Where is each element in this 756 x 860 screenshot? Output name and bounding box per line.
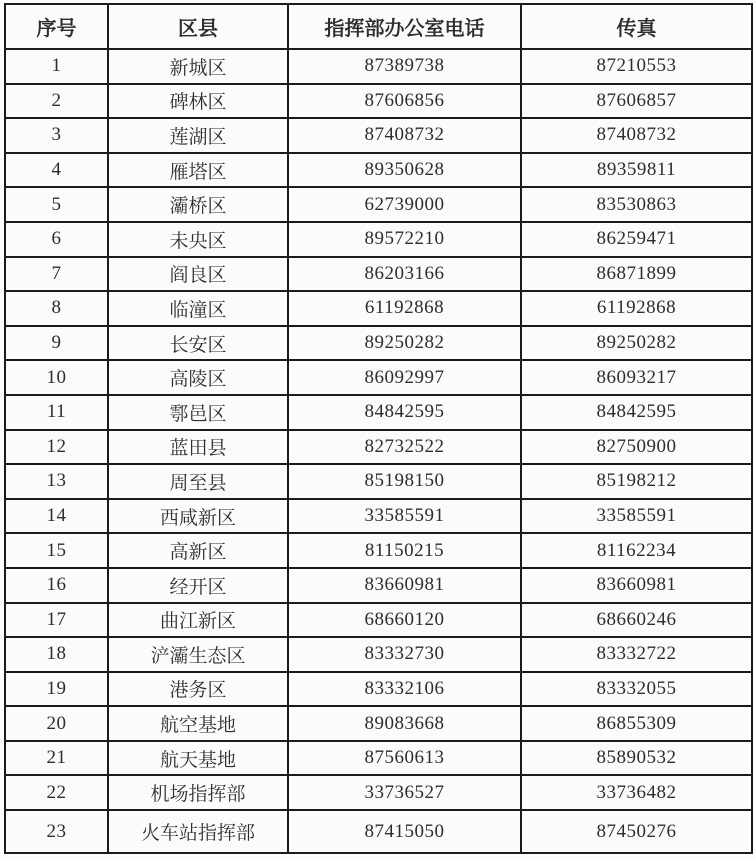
district-cell: 浐灞生态区 xyxy=(108,637,288,672)
serial-number-cell: 23 xyxy=(5,810,108,853)
fax-cell: 86093217 xyxy=(521,360,752,395)
table-row xyxy=(5,775,752,810)
district-cell: 碑林区 xyxy=(108,84,288,119)
fax-cell: 33736482 xyxy=(521,775,752,810)
table-row xyxy=(5,187,752,222)
district-cell: 灞桥区 xyxy=(108,187,288,222)
district-cell: 阎良区 xyxy=(108,257,288,292)
phone-cell: 87408732 xyxy=(288,118,521,153)
table-row xyxy=(5,118,752,153)
district-cell: 火车站指挥部 xyxy=(108,810,288,853)
table-row xyxy=(5,257,752,292)
header-serial-number: 序号 xyxy=(5,4,108,49)
district-cell: 航天基地 xyxy=(108,741,288,776)
fax-cell: 85890532 xyxy=(521,741,752,776)
table-row xyxy=(5,360,752,395)
phone-cell: 83332106 xyxy=(288,672,521,707)
table-row xyxy=(5,672,752,707)
district-cell: 长安区 xyxy=(108,326,288,361)
district-cell: 机场指挥部 xyxy=(108,775,288,810)
fax-cell: 68660246 xyxy=(521,603,752,638)
district-cell: 港务区 xyxy=(108,672,288,707)
header-fax: 传真 xyxy=(521,4,752,49)
serial-number-cell: 6 xyxy=(5,222,108,257)
table-row xyxy=(5,603,752,638)
serial-number-cell: 18 xyxy=(5,637,108,672)
serial-number-cell: 4 xyxy=(5,153,108,188)
phone-cell: 89083668 xyxy=(288,706,521,741)
phone-cell: 86203166 xyxy=(288,257,521,292)
fax-cell: 61192868 xyxy=(521,291,752,326)
fax-cell: 83332055 xyxy=(521,672,752,707)
district-contact-table xyxy=(4,3,753,854)
header-row xyxy=(5,4,752,49)
fax-cell: 86871899 xyxy=(521,257,752,292)
serial-number-cell: 19 xyxy=(5,672,108,707)
header-office-phone: 指挥部办公室电话 xyxy=(288,4,521,49)
district-cell: 临潼区 xyxy=(108,291,288,326)
district-cell: 未央区 xyxy=(108,222,288,257)
table-row xyxy=(5,326,752,361)
phone-cell: 87389738 xyxy=(288,49,521,84)
serial-number-cell: 2 xyxy=(5,84,108,119)
serial-number-cell: 3 xyxy=(5,118,108,153)
phone-cell: 83660981 xyxy=(288,568,521,603)
fax-cell: 83332722 xyxy=(521,637,752,672)
fax-cell: 89359811 xyxy=(521,153,752,188)
phone-cell: 89250282 xyxy=(288,326,521,361)
table-row xyxy=(5,49,752,84)
fax-cell: 33585591 xyxy=(521,499,752,534)
table-row xyxy=(5,499,752,534)
district-cell: 航空基地 xyxy=(108,706,288,741)
table-row xyxy=(5,706,752,741)
header-district: 区县 xyxy=(108,4,288,49)
phone-cell: 61192868 xyxy=(288,291,521,326)
table-row xyxy=(5,84,752,119)
table-row xyxy=(5,533,752,568)
fax-cell: 87210553 xyxy=(521,49,752,84)
serial-number-cell: 14 xyxy=(5,499,108,534)
district-cell: 经开区 xyxy=(108,568,288,603)
fax-cell: 81162234 xyxy=(521,533,752,568)
serial-number-cell: 5 xyxy=(5,187,108,222)
serial-number-cell: 7 xyxy=(5,257,108,292)
table-body xyxy=(5,49,752,853)
phone-cell: 87560613 xyxy=(288,741,521,776)
table-row xyxy=(5,291,752,326)
table-row xyxy=(5,810,752,853)
phone-cell: 85198150 xyxy=(288,464,521,499)
phone-cell: 33736527 xyxy=(288,775,521,810)
phone-cell: 84842595 xyxy=(288,395,521,430)
serial-number-cell: 22 xyxy=(5,775,108,810)
serial-number-cell: 11 xyxy=(5,395,108,430)
district-cell: 新城区 xyxy=(108,49,288,84)
phone-cell: 89572210 xyxy=(288,222,521,257)
fax-cell: 83530863 xyxy=(521,187,752,222)
fax-cell: 85198212 xyxy=(521,464,752,499)
fax-cell: 87450276 xyxy=(521,810,752,853)
phone-cell: 68660120 xyxy=(288,603,521,638)
phone-cell: 83332730 xyxy=(288,637,521,672)
fax-cell: 84842595 xyxy=(521,395,752,430)
fax-cell: 86855309 xyxy=(521,706,752,741)
district-cell: 鄠邑区 xyxy=(108,395,288,430)
fax-cell: 89250282 xyxy=(521,326,752,361)
district-cell: 高陵区 xyxy=(108,360,288,395)
serial-number-cell: 1 xyxy=(5,49,108,84)
table-row xyxy=(5,637,752,672)
serial-number-cell: 21 xyxy=(5,741,108,776)
district-cell: 西咸新区 xyxy=(108,499,288,534)
serial-number-cell: 17 xyxy=(5,603,108,638)
district-cell: 蓝田县 xyxy=(108,430,288,465)
phone-cell: 33585591 xyxy=(288,499,521,534)
table-row xyxy=(5,395,752,430)
serial-number-cell: 20 xyxy=(5,706,108,741)
district-cell: 雁塔区 xyxy=(108,153,288,188)
table-row xyxy=(5,568,752,603)
phone-cell: 81150215 xyxy=(288,533,521,568)
fax-cell: 87408732 xyxy=(521,118,752,153)
fax-cell: 82750900 xyxy=(521,430,752,465)
phone-cell: 87606856 xyxy=(288,84,521,119)
serial-number-cell: 15 xyxy=(5,533,108,568)
phone-cell: 62739000 xyxy=(288,187,521,222)
table-row xyxy=(5,464,752,499)
table-row xyxy=(5,222,752,257)
phone-cell: 89350628 xyxy=(288,153,521,188)
district-cell: 莲湖区 xyxy=(108,118,288,153)
table-row xyxy=(5,741,752,776)
fax-cell: 86259471 xyxy=(521,222,752,257)
table-row xyxy=(5,153,752,188)
phone-cell: 86092997 xyxy=(288,360,521,395)
serial-number-cell: 12 xyxy=(5,430,108,465)
district-cell: 周至县 xyxy=(108,464,288,499)
serial-number-cell: 10 xyxy=(5,360,108,395)
serial-number-cell: 9 xyxy=(5,326,108,361)
serial-number-cell: 8 xyxy=(5,291,108,326)
fax-cell: 87606857 xyxy=(521,84,752,119)
district-cell: 高新区 xyxy=(108,533,288,568)
phone-cell: 87415050 xyxy=(288,810,521,853)
phone-cell: 82732522 xyxy=(288,430,521,465)
serial-number-cell: 16 xyxy=(5,568,108,603)
table-row xyxy=(5,430,752,465)
serial-number-cell: 13 xyxy=(5,464,108,499)
district-cell: 曲江新区 xyxy=(108,603,288,638)
fax-cell: 83660981 xyxy=(521,568,752,603)
